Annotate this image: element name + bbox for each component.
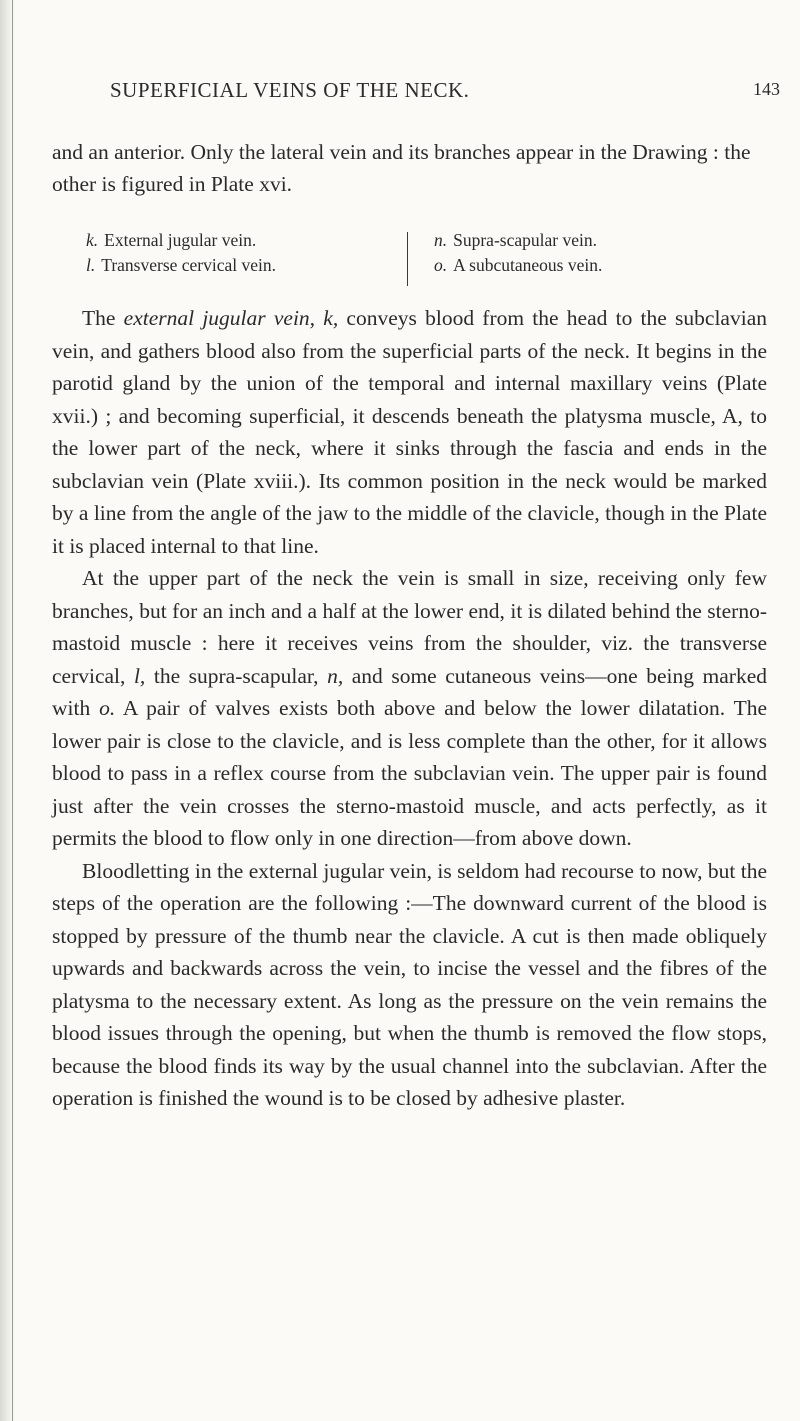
paragraph-external-jugular: The external jugular vein, k, conveys blood from the head to the subclavian vein, and gathers blood also from the superficial parts of the neck. It begins in the parotid gland by the union of the temporal and internal maxillary veins (Plate xvii.) ; and becoming superficial, it descends beneath the platysma muscle, A, to the lower part of the neck, where it sinks through the fascia and ends in the subclavian vein (Plate xviii.). Its common position in the neck would be marked by a line from the angle of the jaw to the middle of the clavicle, though in the Plate it is placed internal to that line. [52,306,767,558]
body-text [52,302,767,1115]
page-header [52,78,782,108]
legend-label: External jugular vein. [104,230,257,250]
figure-legend [52,228,752,288]
running-head: SUPERFICIAL VEINS OF THE NECK. [110,78,470,102]
gutter-edge-line [12,0,13,1421]
legend-label: Supra-scapular vein. [453,230,597,250]
ref-letter-o: o. [99,696,116,720]
paragraph-bloodletting: Bloodletting in the external jugular vein, is seldom had recourse to now, but the steps of the operation are the following :—The downward current of the blood is stopped by pressure of the thumb near the clavicle. A cut is then made obliquely upwards and backwards across the vein, to incise the vessel and the fibres of the platysma to the necessary extent. As long as the pressure on the vein remains the blood issues through the opening, but when the thumb is removed the flow stops, because the blood finds its way by the usual channel into the subclavian. After the operation is finished the wound is to be closed by adhesive plaster. [52,858,767,1110]
legend-key: o. [434,255,448,275]
legend-item-k [86,228,276,253]
legend-key: k. [86,230,99,250]
legend-column-right [434,228,602,278]
book-gutter [0,0,16,1421]
legend-divider [407,232,408,286]
legend-item-n [434,228,602,253]
legend-item-o [434,253,602,278]
legend-column-left [86,228,276,278]
legend-label: Transverse cervical vein. [101,255,277,275]
legend-label: A subcutaneous vein. [453,255,603,275]
intro-paragraph [52,136,767,200]
ref-letter-k: k, [323,306,339,330]
legend-item-l [86,253,276,278]
legend-key: n. [434,230,448,250]
ref-letter-n: n, [327,663,344,688]
paragraph-vein-branches: At the upper part of the neck the vein is small in size, receiving only few branches, but for an inch and a half at the lower end, it is dilated behind the sterno-mastoid muscle : here it receives veins from the shoulder, viz. the transverse cervical, l, the supra-scapular, n, and some cutaneous veins—one being marked with o. A pair of valves exists both above and below the lower dilatation. The lower pair is close to the clavicle, and is less complete than the other, for it allows blood to pass in a reflex course from the subclavian vein. The upper pair is found just after the vein crosses the sterno-mastoid muscle, and acts perfectly, as it permits the blood to flow only in one direction—from above down. [52,566,768,850]
intro-text: and an anterior. Only the lateral vein and its branches appear in the Drawing : the other is figured in Plate xvi. [52,140,751,196]
term-external-jugular: external jugular vein, [123,306,316,330]
page-number: 143 [753,79,780,99]
ref-letter-l: l, [133,663,146,688]
legend-key: l. [86,255,96,275]
